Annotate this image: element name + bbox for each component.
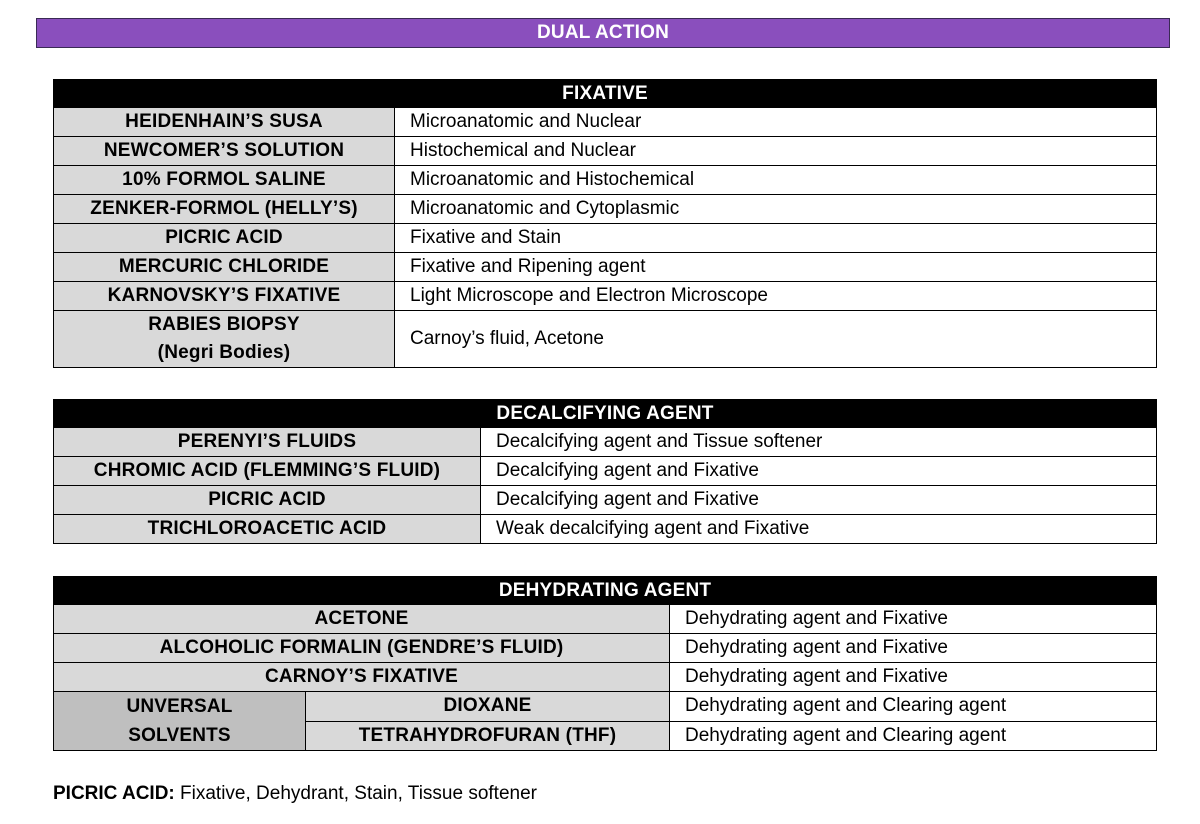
agent-description: Decalcifying agent and Fixative	[481, 457, 1157, 486]
group-label-line: SOLVENTS	[128, 725, 231, 746]
agent-name: PERENYI’S FLUIDS	[54, 428, 481, 457]
agent-description: Fixative and Stain	[395, 224, 1157, 253]
agent-name: PICRIC ACID	[54, 224, 395, 253]
table-row	[54, 108, 1157, 137]
agent-name: PICRIC ACID	[54, 486, 481, 515]
decalcifying-header-row	[54, 400, 1157, 428]
agent-description: Light Microscope and Electron Microscope	[395, 282, 1157, 311]
decalcifying-table	[53, 399, 1157, 544]
agent-name: 10% FORMOL SALINE	[54, 166, 395, 195]
dehydrating-header-row	[54, 577, 1157, 605]
agent-name: KARNOVSKY’S FIXATIVE	[54, 282, 395, 311]
fixative-header-row	[54, 80, 1157, 108]
table-row	[54, 428, 1157, 457]
decalcifying-title: DECALCIFYING AGENT	[54, 400, 1157, 428]
table-row	[54, 137, 1157, 166]
footnote-text: Fixative, Dehydrant, Stain, Tissue softener	[174, 783, 537, 804]
agent-name: DIOXANE	[306, 692, 670, 722]
agent-description: Microanatomic and Nuclear	[395, 108, 1157, 137]
table-row	[54, 692, 1157, 722]
group-label-line: UNVERSAL	[126, 696, 233, 717]
agent-name: ACETONE	[54, 605, 670, 634]
agent-name: CARNOY’S FIXATIVE	[54, 663, 670, 692]
dehydrating-table	[53, 576, 1157, 751]
table-row	[54, 195, 1157, 224]
table-row	[54, 515, 1157, 544]
table-row	[54, 224, 1157, 253]
agent-name	[54, 311, 395, 368]
table-row	[54, 457, 1157, 486]
agent-description: Fixative and Ripening agent	[395, 253, 1157, 282]
agent-name-line: RABIES BIOPSY	[148, 314, 300, 335]
agent-name: TRICHLOROACETIC ACID	[54, 515, 481, 544]
table-row	[54, 605, 1157, 634]
table-row	[54, 311, 1157, 368]
agent-name: NEWCOMER’S SOLUTION	[54, 137, 395, 166]
table-row	[54, 282, 1157, 311]
solvents-group-label	[54, 692, 306, 751]
agent-name: ZENKER-FORMOL (HELLY’S)	[54, 195, 395, 224]
agent-description: Microanatomic and Histochemical	[395, 166, 1157, 195]
agent-description: Dehydrating agent and Clearing agent	[670, 692, 1157, 722]
dehydrating-title: DEHYDRATING AGENT	[54, 577, 1157, 605]
agent-description: Decalcifying agent and Fixative	[481, 486, 1157, 515]
table-row	[54, 634, 1157, 663]
agent-name: TETRAHYDROFURAN (THF)	[306, 721, 670, 751]
agent-description: Dehydrating agent and Fixative	[670, 634, 1157, 663]
table-row	[54, 663, 1157, 692]
table-row	[54, 253, 1157, 282]
agent-name: HEIDENHAIN’S SUSA	[54, 108, 395, 137]
fixative-table	[53, 79, 1157, 368]
agent-description: Decalcifying agent and Tissue softener	[481, 428, 1157, 457]
agent-description: Dehydrating agent and Fixative	[670, 605, 1157, 634]
agent-name: CHROMIC ACID (FLEMMING’S FLUID)	[54, 457, 481, 486]
agent-name-line: (Negri Bodies)	[157, 342, 291, 363]
agent-description: Microanatomic and Cytoplasmic	[395, 195, 1157, 224]
agent-name: MERCURIC CHLORIDE	[54, 253, 395, 282]
agent-description: Weak decalcifying agent and Fixative	[481, 515, 1157, 544]
footnote-label: PICRIC ACID:	[53, 783, 175, 804]
fixative-title: FIXATIVE	[54, 80, 1157, 108]
picric-acid-footnote	[53, 783, 537, 805]
dual-action-banner: DUAL ACTION	[36, 18, 1170, 48]
agent-description: Dehydrating agent and Fixative	[670, 663, 1157, 692]
agent-description: Carnoy’s fluid, Acetone	[395, 311, 1157, 368]
table-row	[54, 166, 1157, 195]
table-row	[54, 486, 1157, 515]
agent-description: Histochemical and Nuclear	[395, 137, 1157, 166]
agent-name: ALCOHOLIC FORMALIN (GENDRE’S FLUID)	[54, 634, 670, 663]
agent-description: Dehydrating agent and Clearing agent	[670, 721, 1157, 751]
